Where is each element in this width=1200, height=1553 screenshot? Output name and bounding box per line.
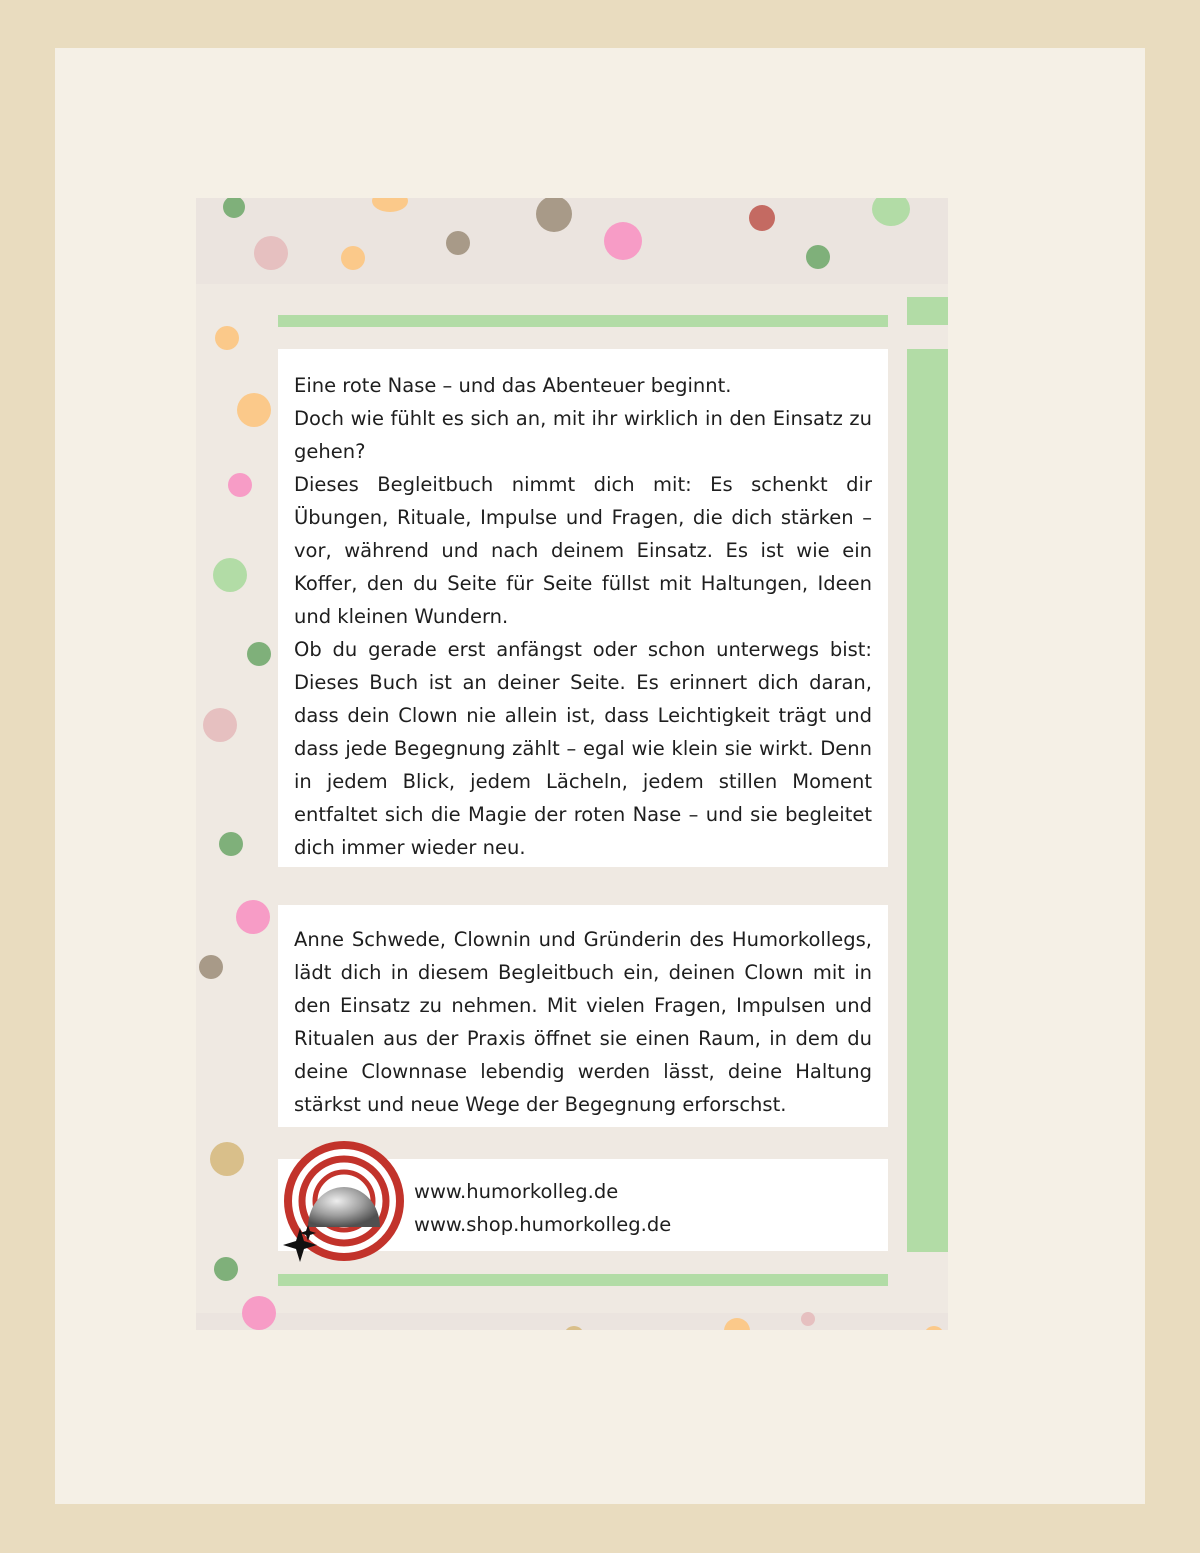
back-cover bbox=[196, 198, 948, 1330]
intro-paragraph: Doch wie fühlt es sich an, mit ihr wirklich in den Einsatz zu gehen? bbox=[294, 407, 872, 463]
dotted-top-band bbox=[196, 198, 948, 284]
decorative-dot bbox=[806, 245, 830, 269]
decorative-dot bbox=[237, 393, 271, 427]
intro-paragraph: Dieses Begleitbuch nimmt dich mit: Es schenkt dir Übungen, Rituale, Impulse und Fragen, die dich stärken – vor, während und nach deinem Einsatz. Es ist wie ein Koffer, den du Seite für Seite füllst mit Haltungen, Ideen und kleinen Wundern. bbox=[294, 473, 872, 628]
links-box bbox=[278, 1159, 888, 1251]
decorative-dot bbox=[199, 955, 223, 979]
author-paragraph: Anne Schwede, Clownin und Gründerin des Humorkollegs, lädt dich in diesem Begleitbuch ein, deinen Clown mit in den Einsatz zu nehmen. Mit vielen Fragen, Impulsen und Ritualen aus der Praxis öffnet sie einen Raum, in dem du deine Clownnase lebendig werden lässt, deine Haltung stärkst und neue Wege der Begegnung erforschst. bbox=[294, 928, 872, 1116]
decorative-dot bbox=[247, 642, 271, 666]
decorative-dot bbox=[749, 205, 775, 231]
decorative-dot bbox=[801, 1312, 815, 1326]
intro-paragraph: Eine rote Nase – und das Abenteuer beginnt. bbox=[294, 374, 732, 397]
decorative-dot bbox=[236, 900, 270, 934]
intro-paragraph: Ob du gerade erst anfängst oder schon unterwegs bist: Dieses Buch ist an deiner Seite. Es erinnert dich daran, dass dein Clown nie allein ist, dass Leichtigkeit trägt und dass jede Begegnung zählt – egal wie klein sie wirkt. Denn in jedem Blick, jedem Lächeln, jedem stillen Moment entfaltet sich die Magie der roten Nase – und sie begleitet dich immer wieder neu. bbox=[294, 638, 872, 859]
shop-link[interactable]: www.shop.humorkolleg.de bbox=[414, 1213, 672, 1236]
decorative-dot bbox=[242, 1296, 276, 1330]
green-accent-bar-top bbox=[278, 315, 888, 327]
green-side-stripe bbox=[907, 349, 948, 1252]
decorative-dot bbox=[210, 1142, 244, 1176]
decorative-dot bbox=[254, 236, 288, 270]
decorative-dot bbox=[604, 222, 642, 260]
decorative-dot bbox=[341, 246, 365, 270]
decorative-dot bbox=[203, 708, 237, 742]
clown-nose-logo bbox=[278, 1137, 418, 1277]
author-text-box bbox=[278, 905, 888, 1127]
decorative-dot bbox=[214, 1257, 238, 1281]
intro-text-box bbox=[278, 349, 888, 867]
decorative-dot bbox=[213, 558, 247, 592]
green-side-block bbox=[907, 297, 948, 325]
website-link[interactable]: www.humorkolleg.de bbox=[414, 1180, 619, 1203]
decorative-dot bbox=[228, 473, 252, 497]
decorative-dot bbox=[446, 231, 470, 255]
decorative-dot bbox=[219, 832, 243, 856]
decorative-dot bbox=[215, 326, 239, 350]
